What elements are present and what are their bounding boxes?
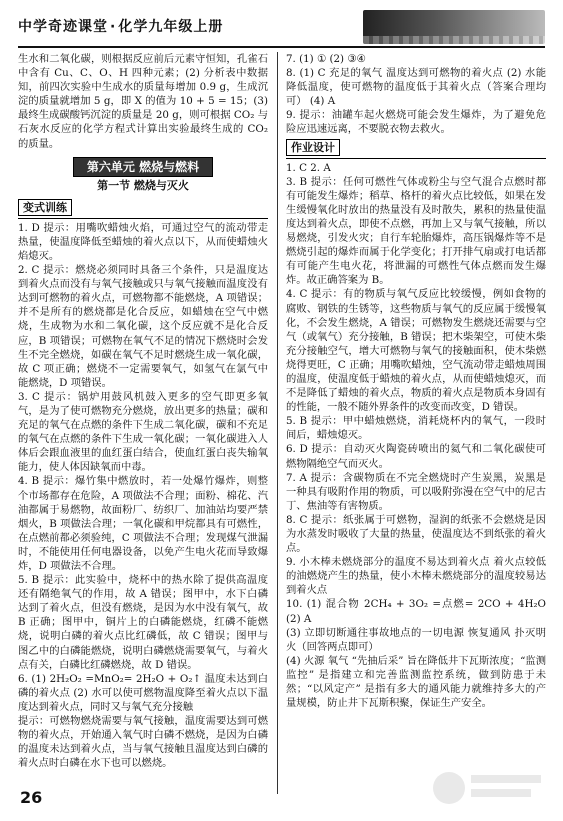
label-rule xyxy=(18,218,268,219)
page-header xyxy=(18,10,545,44)
answer-item: (4) 火源 氧气 “先抽后采” 旨在降低井下瓦斯浓度；“监测监控” 是指建立和完善监测监控系统，做到防患于未然；“以风定产” 是指有多大的通风能力就维持多大的产量规模，防止井下瓦斯积聚，保证生产安全。 xyxy=(286,654,546,710)
answer-item: 6. D 提示：自动灭火陶瓷砖喷出的氦气和二氧化碳使可燃物隔绝空气而灭火。 xyxy=(286,443,546,470)
answer-item: 3. C 提示：锅炉用鼓风机鼓入更多的空气即更多氧气，是为了使可燃物充分燃烧，放出更多的热量；碳和充足的氧气在点燃的条件下生成二氧化碳，碳和不充足的氧气在点燃的条件下生成一氧化碳；一氧化碳进入人体后会跟血液里的血红蛋白结合，使血红蛋白丧失输氧能力，使人体因缺氧而中毒。 xyxy=(18,390,268,474)
section-title: 第一节 燃烧与灭火 xyxy=(97,178,189,192)
answer-item: 9. 小木棒未燃烧部分的温度不易达到着火点 着火点较低的油燃烧产生的热量，使小木棒未燃烧部分的温度较易达到着火点 xyxy=(286,556,546,597)
answer-item: 8. (1) C 充足的氧气 温度达到可燃物的着火点 (2) 水能降低温度，使可燃物的温度低于其着火点（答案合理均可） (4) A xyxy=(286,67,546,108)
watermark-logo-icon xyxy=(429,763,549,813)
header-brand: 中学奇迹课堂 · 化学九年级上册 xyxy=(18,19,224,35)
answer-item: 7. (1) ① (2) ③④ xyxy=(286,53,366,65)
answer-item: 4. B 提示：爆竹集中燃放时，若一处爆竹爆炸，则整个市场都存在危险，A 项做法不合理；面粉、棉花、汽油都属于易燃物，故面粉厂、纺织厂、加油站均要严禁烟火，B 项做法合理；一氧化碳和甲烷都具有可燃性，在点燃前都必须验纯，C 项做法不合理；发现煤气泄漏时，不能使用任何电器设备，以免产生电火花而导致爆炸，D 项做法不合理。 xyxy=(18,475,268,572)
right-column xyxy=(286,52,546,710)
header-banner-image xyxy=(363,10,545,44)
left-column xyxy=(18,52,268,770)
column-divider xyxy=(277,52,278,794)
answer-item: 2. C 提示：燃烧必须同时具备三个条件，只是温度达到着火点而没有与氧气接触或只与氧气接触而温度没有达到可燃物的着火点，可燃物都不能燃烧，A 项错误；并不是所有的燃烧都是化合反应，如蜡烛在空气中燃烧，生成物为水和二氧化碳，这个反应就不是化合反应，B 项错误；可燃物在氧气不足的情况下燃烧时会发生不完全燃烧，如碳在氧气不足时燃烧生成一氧化碳，故 C 项正确；燃烧不一定需要氧气，如氢气在氯气中能燃烧，D 项错误。 xyxy=(18,264,268,389)
answer-item: (3) 立即切断通往事故地点的一切电源 恢复通风 扑灭明火（回答两点即可） xyxy=(286,626,546,653)
answer-item: 3. B 提示：任何可燃性气体或粉尘与空气混合点燃时都有可能发生爆炸；稻草、格杆的着火点比较低，如果在发生缓慢氧化时放出的热量没有及时散失，累积的热量使温度达到着火点，即使不点燃，再加上又与氧气接触，所以易燃烧，引发火灾；自行车轮胎爆炸，高压锅爆炸等不是燃烧引起的爆炸而属于化学变化；打开排气扇或打电话都有可能产生电火花，将泄漏的可燃性气体点燃而发生爆炸。故正确答案为 B。 xyxy=(286,175,546,287)
homework-label: 作业设计 xyxy=(286,139,340,156)
answer-item: 提示：可燃物燃烧需要与氧气接触，温度需要达到可燃物的着火点，开始通入氧气时白磷不燃烧，是因为白磷的温度未达到着火点，当与氧气接触且温度达到白磷的着火点时白磷在水下也可以燃烧。 xyxy=(18,715,268,770)
brand-title: 中学奇迹课堂 xyxy=(18,19,108,35)
exercise-label: 变式训练 xyxy=(18,199,72,216)
subject-title: 化学九年级上册 xyxy=(118,19,224,35)
answer-item: 9. 提示：油罐车起火燃烧可能会发生爆炸，为了避免危险应迅速远离，不要脱衣物去救火。 xyxy=(286,109,546,136)
answer-item: 5. B 提示：此实验中，烧杯中的热水除了提供高温度还有隔绝氧气的作用，故 A 错误；图甲中，水下白磷达到了着火点，但没有燃烧，是因为水中没有氧气，故 B 正确；图甲中，铜片上的白磷能燃烧，红磷不能燃烧，说明白磷的着火点比红磷低，故 C 错误；图甲与图乙中的白磷能燃烧，说明白磷燃烧需要氧气，与着火点有关，白磷比红磷燃烧，故 D 错误。 xyxy=(18,574,268,671)
answer-item: 4. C 提示：有的物质与氧气反应比较缓慢，例如食物的腐败、钢铁的生锈等，这些物质与氧气的反应属于缓慢氧化，不会发生燃烧，A 错误；可燃物发生燃烧还需要与空气（或氧气）充分接触，B 错误；把木柴架空，可使木柴充分接触空气，增大可燃物与氧气的接触面积，使木柴燃烧得更旺，C 正确；用嘴吹蜡烛，空气流动带走蜡烛周围的温度，使温度低于蜡烛的着火点，从而使蜡烛熄灭，而不是降低了蜡烛的着火点，物质的着火点是物质本身固有的性能，一般不随外界条件的改变而改变，D 错误。 xyxy=(286,288,546,414)
unit-title: 第六单元 燃烧与燃料 xyxy=(73,157,213,177)
page-number: 26 xyxy=(20,788,43,807)
header-rule xyxy=(18,46,545,48)
answer-item: 7. A 提示：含碳物质在不完全燃烧时产生炭黑，炭黑是一种具有吸附作用的物质，可以吸附弥漫在空气中的尼古丁、焦油等有害物质。 xyxy=(286,471,546,512)
answer-paragraph: 生水和二氧化碳，则根据反应前后元素守恒知，孔雀石中含有 Cu、C、O、H 四种元素；(2) 分析表中数据知，前四次实验中生成水的质量每增加 0.9 g，生成沉淀的质量就增加 5 g，即 X 的值为 10 + 5 = 15；(3) 最终生成碳酸钙沉淀的质量是 20 g，则可根据 CO₂ 与石灰水反应的化学方程式计算出实验最终生成的 CO₂ 的质量。 xyxy=(18,53,268,150)
answer-item: 8. C 提示：纸张属于可燃物，湿润的纸张不会燃烧是因为水蒸发时吸收了大量的热量，使温度达不到纸张的着火点。 xyxy=(286,513,546,555)
label-rule xyxy=(286,158,546,159)
answer-item: 5. B 提示：甲中蜡烛燃烧，消耗烧杯内的氧气，一段时间后，蜡烛熄灭。 xyxy=(286,415,546,442)
answer-item: 1. C 2. A xyxy=(286,161,331,174)
answer-item: 10. (1) 混合物 2CH₄ + 3O₂ =点燃= 2CO + 4H₂O (2) A xyxy=(286,598,546,625)
answer-item: 1. D 提示：用嘴吹蜡烛火焰，可通过空气的流动带走热量，使温度降低至蜡烛的着火点以下，从而使蜡烛火焰熄灭。 xyxy=(18,221,268,262)
answer-item: 6. (1) 2H₂O₂ =MnO₂= 2H₂O + O₂↑ 温度未达到白磷的着火点 (2) 水可以使可燃物温度降至着火点以下温度达到着火点，同时又与氧气充分接触 xyxy=(18,672,268,713)
